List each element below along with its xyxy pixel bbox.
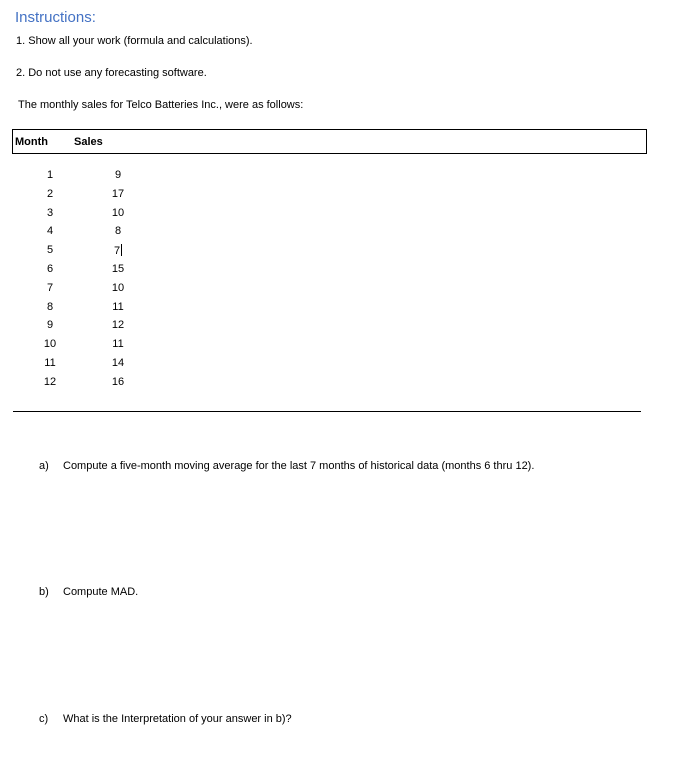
month-cell: 5 — [46, 244, 54, 257]
sales-value: 10 — [111, 281, 125, 294]
question-letter: a) — [39, 460, 49, 472]
sales-cell — [103, 225, 133, 237]
intro-text: The monthly sales for Telco Batteries Inc., were as follows: — [18, 99, 304, 111]
sales-cell — [103, 338, 133, 350]
divider-line — [13, 411, 641, 412]
question-letter: b) — [39, 586, 49, 598]
month-cell: 1 — [46, 169, 54, 181]
question-text: Compute a five-month moving average for the last 7 months of historical data (months 6 thru 12). — [63, 460, 535, 472]
header-month: Month — [15, 136, 48, 148]
question-text: What is the Interpretation of your answer in b)? — [63, 713, 292, 725]
header-sales: Sales — [74, 136, 103, 148]
month-cell: 6 — [46, 263, 54, 275]
question-letter: c) — [39, 713, 49, 725]
text-cursor — [121, 244, 122, 256]
sales-value: 9 — [114, 169, 122, 181]
month-cell: 7 — [46, 281, 54, 294]
instruction-1: 1. Show all your work (formula and calculations). — [16, 35, 253, 47]
month-cell: 3 — [46, 206, 54, 219]
sales-cell — [103, 169, 133, 181]
sales-value: 15 — [111, 263, 125, 275]
sales-cell — [103, 357, 133, 369]
month-cell: 12 — [43, 375, 57, 388]
month-cell: 4 — [46, 225, 54, 238]
sales-cell — [103, 282, 133, 294]
sales-cell — [103, 188, 133, 200]
sales-value: 12 — [111, 319, 125, 332]
sales-cell — [103, 244, 133, 257]
month-cell: 9 — [46, 319, 54, 332]
sales-cell — [103, 207, 133, 219]
month-cell: 10 — [43, 338, 57, 351]
month-cell: 8 — [46, 300, 54, 313]
month-cell: 11 — [44, 357, 56, 369]
sales-cell — [103, 319, 133, 331]
month-cell: 2 — [46, 187, 54, 200]
table-header — [12, 129, 647, 154]
sales-value: 11 — [112, 338, 124, 351]
sales-value: 8 — [114, 225, 122, 238]
sales-cell — [103, 263, 133, 275]
question-text: Compute MAD. — [63, 586, 139, 598]
sales-value: 16 — [111, 375, 125, 388]
instruction-2: 2. Do not use any forecasting software. — [16, 67, 207, 79]
sales-value: 17 — [111, 187, 125, 200]
sales-value: 7 — [113, 245, 121, 258]
sales-cell — [103, 301, 133, 313]
instructions-heading: Instructions: — [15, 9, 96, 26]
sales-cell — [103, 376, 133, 388]
sales-value: 10 — [111, 206, 125, 219]
sales-value: 11 — [112, 300, 124, 313]
sales-value: 14 — [111, 357, 125, 369]
